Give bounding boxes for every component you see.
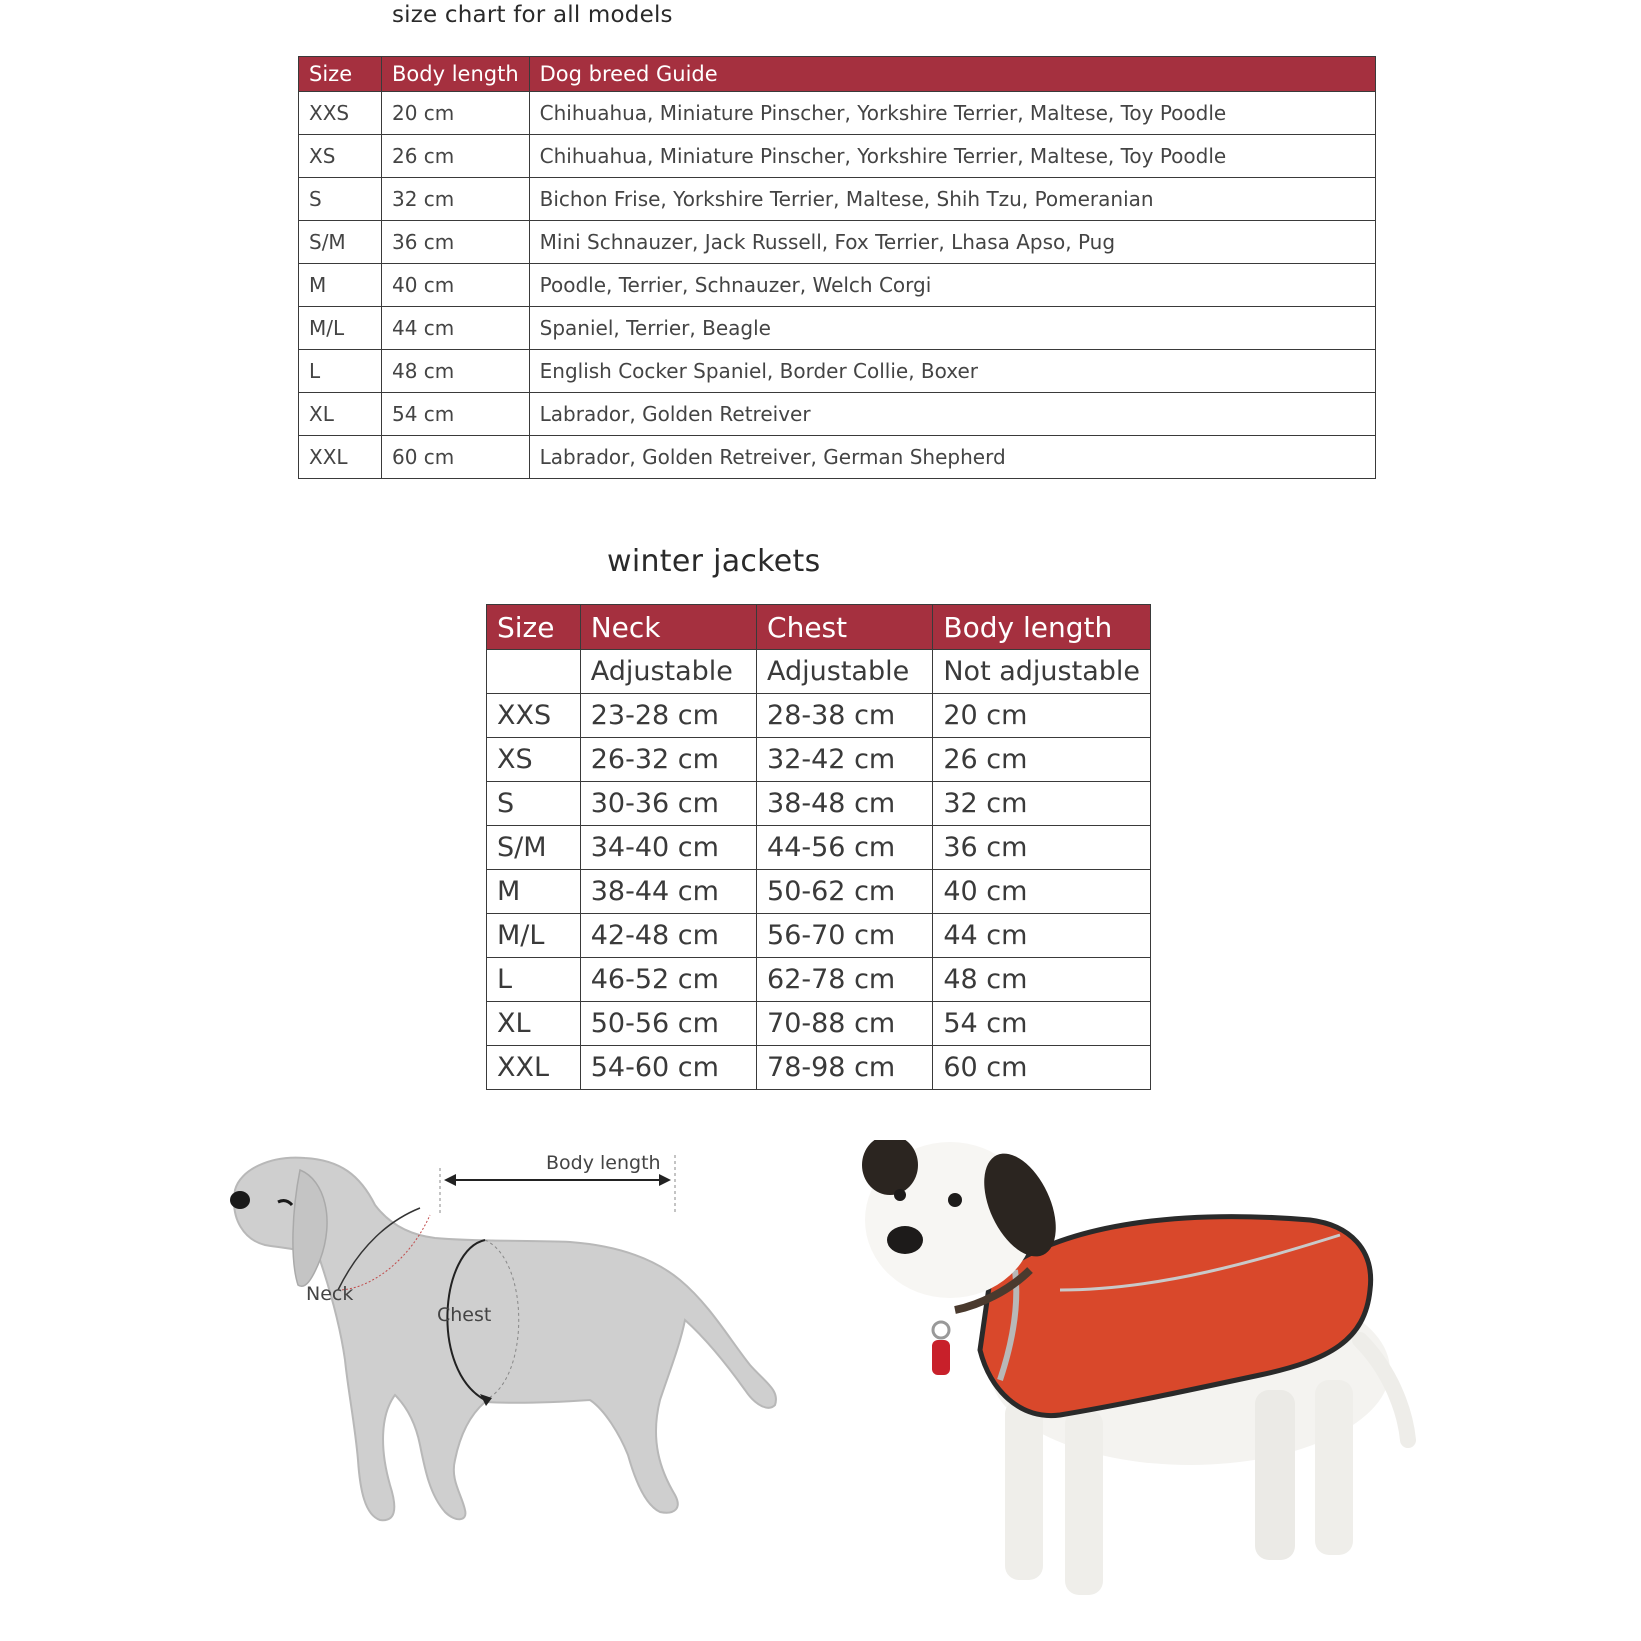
table-cell: Bichon Frise, Yorkshire Terrier, Maltese, Shih Tzu, Pomeranian [529,178,1375,221]
table-cell: 50-56 cm [580,1002,756,1046]
table-row [487,958,1151,1002]
header-breed-guide: Dog breed Guide [529,57,1375,92]
table-cell: XL [299,393,382,436]
table-cell: 40 cm [933,870,1151,914]
neck-label: Neck [306,1283,354,1305]
table-cell: 32-42 cm [757,738,933,782]
table-cell: 48 cm [382,350,530,393]
header-body-length: Body length [382,57,530,92]
table-cell: 78-98 cm [757,1046,933,1090]
table-row [299,393,1376,436]
winter-jackets-table [486,604,1151,1090]
table-cell: Spaniel, Terrier, Beagle [529,307,1375,350]
table-cell: XXL [299,436,382,479]
table-row [487,870,1151,914]
table-cell: 26 cm [933,738,1151,782]
table-row [299,221,1376,264]
table-row [487,1002,1151,1046]
table-cell: L [487,958,581,1002]
table-cell: Not adjustable [933,650,1151,694]
header-body-length: Body length [933,605,1151,650]
table-cell: English Cocker Spaniel, Border Collie, Boxer [529,350,1375,393]
table-cell: S/M [487,826,581,870]
table-cell: 20 cm [933,694,1151,738]
table-cell: 26 cm [382,135,530,178]
table-cell: 20 cm [382,92,530,135]
adjustability-row [487,650,1151,694]
table-row [487,694,1151,738]
table-cell: Poodle, Terrier, Schnauzer, Welch Corgi [529,264,1375,307]
table-cell: XXL [487,1046,581,1090]
table-cell: 54 cm [382,393,530,436]
table-cell: 34-40 cm [580,826,756,870]
table-row [487,1046,1151,1090]
table-cell: L [299,350,382,393]
table-row [299,307,1376,350]
table-cell: 32 cm [382,178,530,221]
table-cell: Chihuahua, Miniature Pinscher, Yorkshire Terrier, Maltese, Toy Poodle [529,92,1375,135]
table-cell: M [299,264,382,307]
table-row [299,178,1376,221]
table-row [299,92,1376,135]
table-header-row [487,605,1151,650]
header-size: Size [487,605,581,650]
table-cell: 32 cm [933,782,1151,826]
measurement-diagram [230,1150,850,1610]
table-row [299,436,1376,479]
table-cell: 38-48 cm [757,782,933,826]
table-cell: 54 cm [933,1002,1151,1046]
table-row [299,135,1376,178]
body-length-label: Body length [546,1152,661,1174]
table-cell: Adjustable [757,650,933,694]
table-cell: Adjustable [580,650,756,694]
table-cell [487,650,581,694]
dog-silhouette-icon [230,1158,776,1521]
header-neck: Neck [580,605,756,650]
table-row [487,738,1151,782]
table-cell: 44 cm [382,307,530,350]
table-cell: 56-70 cm [757,914,933,958]
winter-jackets-title: winter jackets [607,544,821,579]
table-row [299,350,1376,393]
size-chart-table [298,56,1376,479]
table-cell: 26-32 cm [580,738,756,782]
table-cell: 38-44 cm [580,870,756,914]
table-cell: XXS [487,694,581,738]
header-size: Size [299,57,382,92]
table-cell: Mini Schnauzer, Jack Russell, Fox Terrier, Lhasa Apso, Pug [529,221,1375,264]
table-cell: 23-28 cm [580,694,756,738]
chest-label: Chest [437,1304,492,1326]
dog-wearing-jacket-photo [860,1140,1420,1640]
table-cell: 40 cm [382,264,530,307]
table-cell: Chihuahua, Miniature Pinscher, Yorkshire Terrier, Maltese, Toy Poodle [529,135,1375,178]
table-cell: 46-52 cm [580,958,756,1002]
table-cell: S [487,782,581,826]
table-cell: 60 cm [382,436,530,479]
table-cell: M/L [487,914,581,958]
table-cell: 42-48 cm [580,914,756,958]
table-cell: M [487,870,581,914]
table-cell: Labrador, Golden Retreiver [529,393,1375,436]
table-cell: 36 cm [933,826,1151,870]
size-chart-title: size chart for all models [392,2,673,28]
table-cell: XL [487,1002,581,1046]
table-row [487,826,1151,870]
header-chest: Chest [757,605,933,650]
table-cell: 28-38 cm [757,694,933,738]
table-cell: XS [299,135,382,178]
table-cell: 50-62 cm [757,870,933,914]
table-header-row [299,57,1376,92]
table-cell: 54-60 cm [580,1046,756,1090]
table-cell: S [299,178,382,221]
table-cell: 30-36 cm [580,782,756,826]
table-row [487,914,1151,958]
table-cell: 44 cm [933,914,1151,958]
table-cell: S/M [299,221,382,264]
table-row [487,782,1151,826]
table-cell: 62-78 cm [757,958,933,1002]
table-cell: 48 cm [933,958,1151,1002]
table-cell: XXS [299,92,382,135]
table-cell: 70-88 cm [757,1002,933,1046]
table-cell: 36 cm [382,221,530,264]
table-row [299,264,1376,307]
table-cell: 60 cm [933,1046,1151,1090]
table-cell: 44-56 cm [757,826,933,870]
table-cell: M/L [299,307,382,350]
table-cell: XS [487,738,581,782]
table-cell: Labrador, Golden Retreiver, German Shepherd [529,436,1375,479]
